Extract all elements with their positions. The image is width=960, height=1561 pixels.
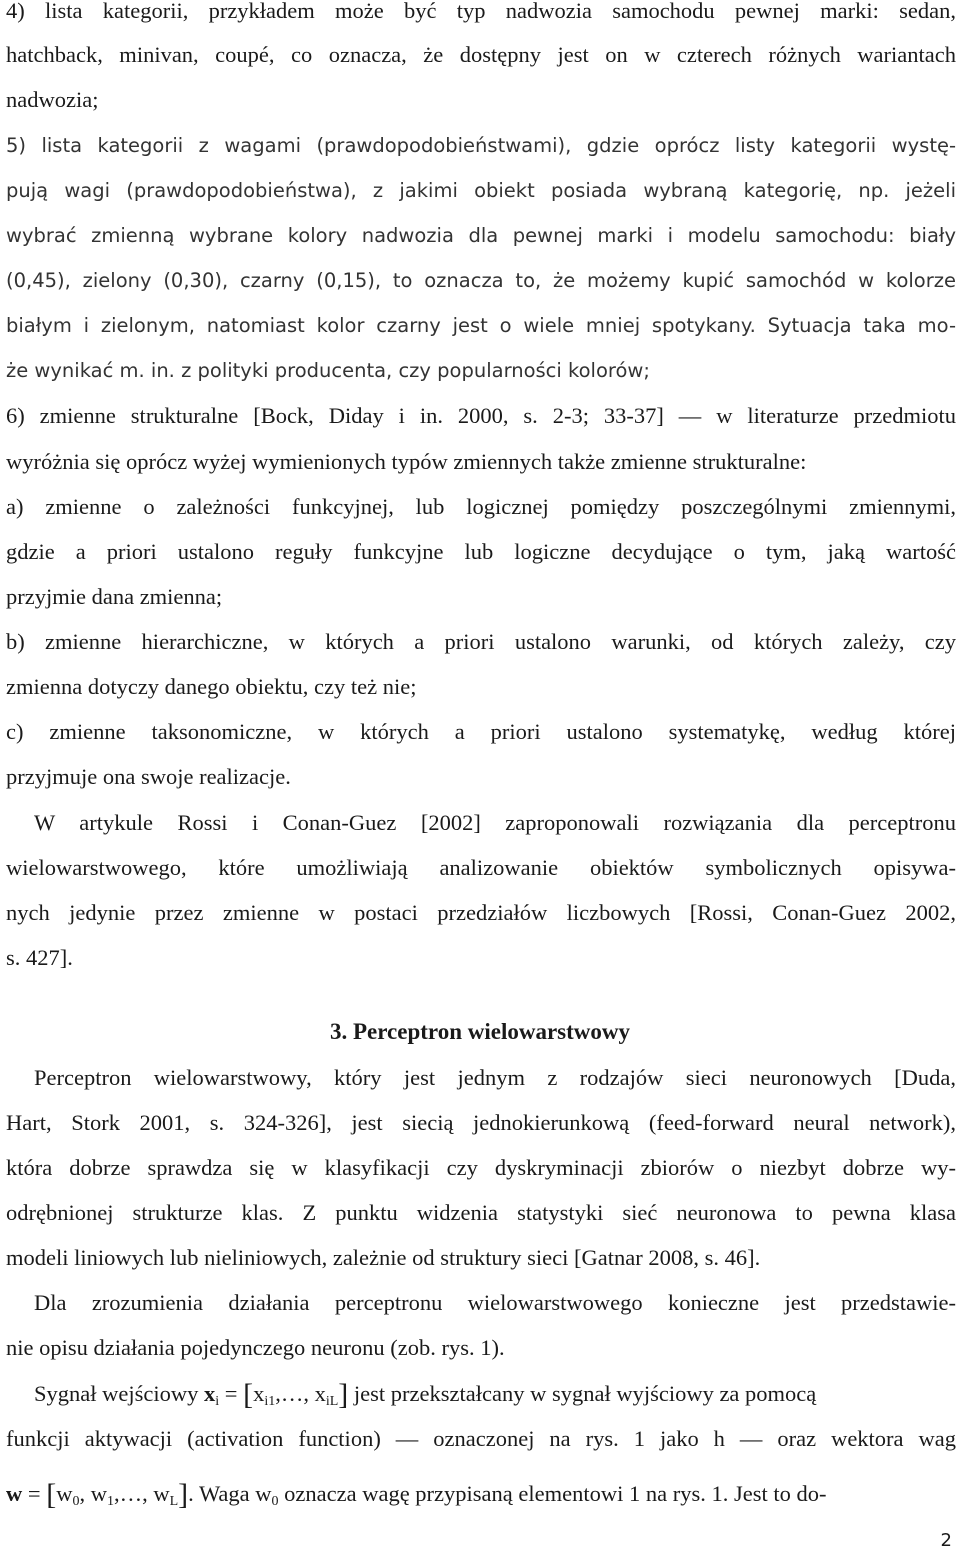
- text-line: hatchback, minivan, coupé, co oznacza, że dostępny jest on w czterech różnych wariantach: [6, 42, 956, 67]
- eq-text: oznacza wagę przypisaną elementowi 1 na rys. 1. Jest to do-: [278, 1481, 827, 1506]
- text-line: s. 427].: [6, 945, 73, 970]
- text-line: nych jedynie przez zmienne w postaci przedziałów liczbowych [Rossi, Conan-Guez 2002,: [6, 900, 956, 925]
- text-line: 5) lista kategorii z wagami (prawdopodobieństwami), gdzie oprócz listy kategorii wystę-: [6, 134, 956, 157]
- text-line: a) zmienne o zależności funkcyjnej, lub logicznej pomiędzy poszczególnymi zmiennymi,: [6, 494, 956, 519]
- eq-text: jest przekształcany w sygnał wyjściowy za pomocą: [348, 1381, 817, 1406]
- eq-text: . Waga w: [188, 1481, 272, 1506]
- equation-line: [6, 1479, 956, 1517]
- text-line: (0,45), zielony (0,30), czarny (0,15), to oznacza to, że możemy kupić samochód w kolorze: [6, 269, 956, 292]
- text-line: wyróżnia się oprócz wyżej wymienionych typów zmiennych także zmienne strukturalne:: [6, 449, 807, 474]
- text-line: pują wagi (prawdopodobieństwa), z jakimi obiekt posiada wybraną kategorię, np. jeżeli: [6, 179, 956, 202]
- text-line: b) zmienne hierarchiczne, w których a priori ustalono warunki, od których zależy, czy: [6, 629, 956, 654]
- text-line: W artykule Rossi i Conan-Guez [2002] zaproponowali rozwiązania dla perceptronu: [34, 810, 956, 835]
- eq-text: Sygnał wejściowy: [34, 1381, 204, 1406]
- text-line: Dla zrozumienia działania perceptronu wielowarstwowego konieczne jest przedstawie-: [34, 1290, 956, 1315]
- text-line: wielowarstwowego, które umożliwiają analizowanie obiektów symbolicznych opisywa-: [6, 855, 956, 880]
- text-line: funkcji aktywacji (activation function) — oznaczonej na rys. 1 jako h — oraz wektora wag: [6, 1426, 956, 1451]
- math-expression: $w = [w_0$, $w_1,\dots$, $w_L$]: [6, 1478, 189, 1511]
- text-line: 6) zmienne strukturalne [Bock, Diday i in. 2000, s. 2-3; 33-37] — w literaturze przedmiotu: [6, 403, 956, 428]
- text-line: przyjmuje ona swoje realizacje.: [6, 764, 291, 789]
- section-heading: 3. Perceptron wielowarstwowy: [330, 1019, 630, 1044]
- equation-line: [34, 1379, 956, 1417]
- text-line: 4) lista kategorii, przykładem może być typ nadwozia samochodu pewnej marki: sedan,: [6, 0, 956, 23]
- text-line: Hart, Stork 2001, s. 324-326], jest siecią jednokierunkową (feed-forward neural network),: [6, 1110, 956, 1135]
- eq-subscript: 0: [271, 1494, 279, 1509]
- text-line: że wynikać m. in. z polityki producenta, czy popularności kolorów;: [6, 359, 650, 382]
- page-number: 2: [940, 1530, 952, 1551]
- text-line: przyjmie dana zmienna;: [6, 584, 223, 609]
- text-line: c) zmienne taksonomiczne, w których a priori ustalono systematykę, według której: [6, 719, 956, 744]
- text-line: Perceptron wielowarstwowy, który jest jednym z rodzajów sieci neuronowych [Duda,: [34, 1065, 956, 1090]
- text-line: modeli liniowych lub nieliniowych, zależnie od struktury sieci [Gatnar 2008, s. 46].: [6, 1245, 761, 1270]
- text-line: wybrać zmienną wybrane kolory nadwozia dla pewnej marki i modelu samochodu: biały: [6, 224, 956, 247]
- text-line: nadwozia;: [6, 87, 99, 112]
- math-expression: $x_i$ = [$x_{i1},\dots$, $x_{iL}$]: [203, 1378, 349, 1411]
- text-line: gdzie a priori ustalono reguły funkcyjne lub logiczne decydujące o tym, jaką wartość: [6, 539, 956, 564]
- text-line: nie opisu działania pojedynczego neuronu (zob. rys. 1).: [6, 1335, 505, 1360]
- text-line: białym i zielonym, natomiast kolor czarny jest o wiele mniej spotykany. Sytuacja taka mo-: [6, 314, 956, 337]
- text-line: która dobrze sprawdza się w klasyfikacji czy dyskryminacji zbiorów o niezbyt dobrze wy-: [6, 1155, 956, 1180]
- text-line: odrębnionej strukturze klas. Z punktu widzenia statystyki sieć neuronowa to pewna klasa: [6, 1200, 956, 1225]
- text-line: zmienna dotyczy danego obiektu, czy też nie;: [6, 674, 417, 699]
